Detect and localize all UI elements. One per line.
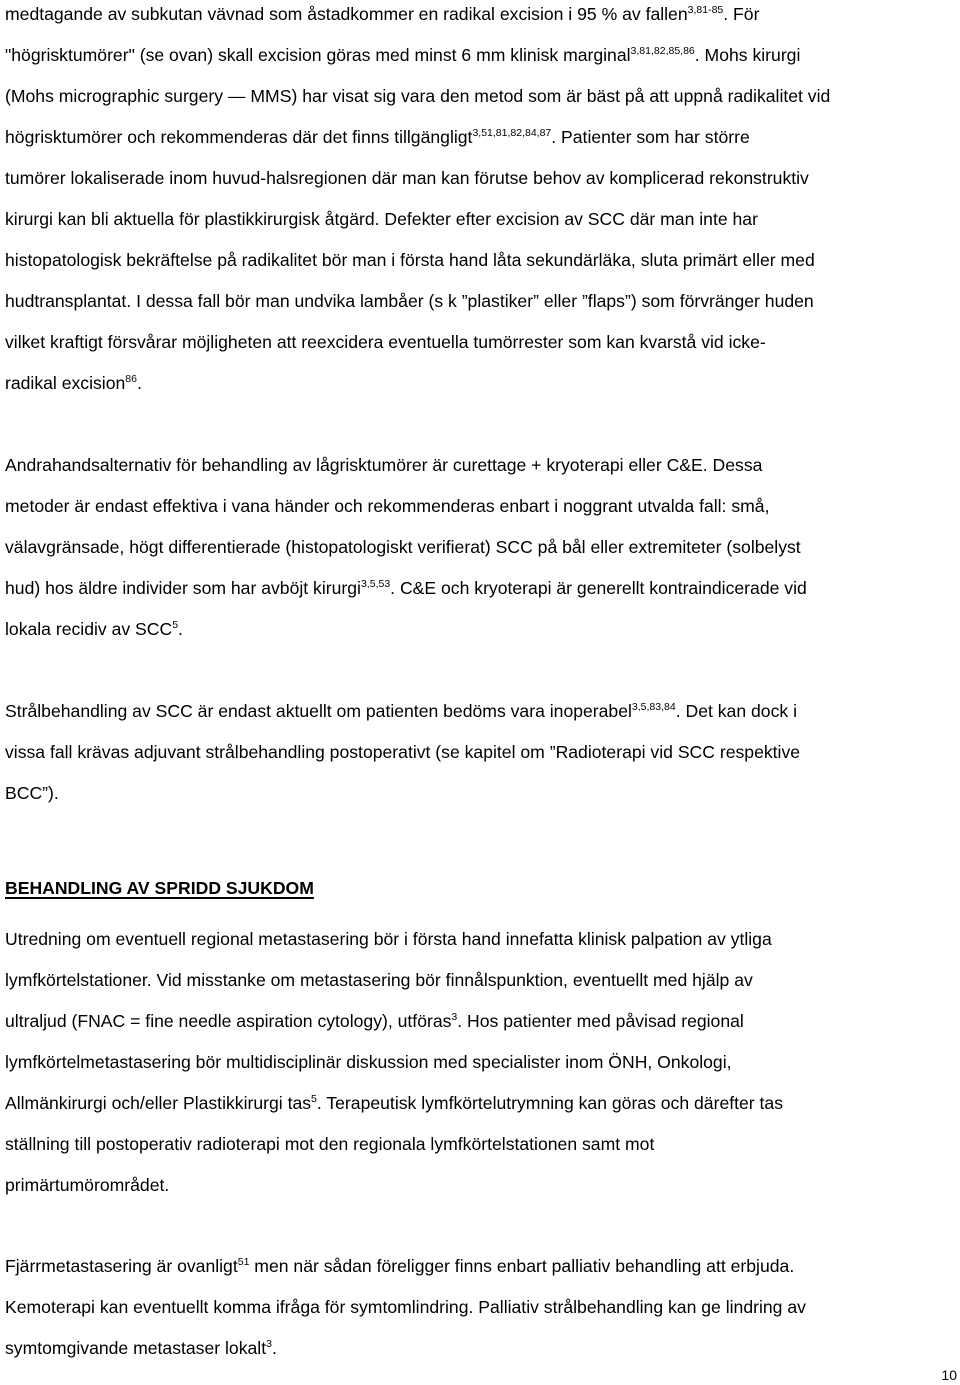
citation-superscript: 3 (451, 1011, 458, 1023)
text-segment: Fjärrmetastasering är ovanligt (5, 1256, 238, 1276)
text-segment: hud) hos äldre individer som har avböjt kirurgi (5, 578, 361, 598)
text-segment: . (178, 619, 183, 639)
text-line (5, 44, 800, 66)
text-segment: . (136, 373, 142, 393)
text-segment: men när sådan föreligger finns enbart palliativ behandling att erbjuda. (249, 1256, 795, 1276)
text-line (5, 969, 753, 991)
text-segment: lymfkörtelstationer. Vid misstanke om metastasering bör finnålspunktion, eventuellt med hjälp av (5, 970, 753, 990)
text-segment: ställning till postoperativ radioterapi mot den regionala lymfkörtelstationen samt mot (5, 1134, 655, 1154)
text-segment: radikal excision (5, 373, 126, 393)
text-line (5, 3, 759, 25)
text-segment: Strålbehandling av SCC är endast aktuellt om patienten bedöms vara inoperabel (5, 701, 632, 721)
text-segment: kirurgi kan bli aktuella för plastikkirurgisk åtgärd. Defekter efter excision av SCC där man inte har (5, 209, 758, 229)
text-segment: metoder är endast effektiva i vana händer och rekommenderas enbart i noggrant utvalda fall: små, (5, 496, 770, 516)
text-segment: lokala recidiv av SCC (5, 619, 173, 639)
text-segment: (Mohs micrographic surgery — MMS) har visat sig vara den metod som är bäst på att uppnå radikalitet vid (5, 86, 831, 106)
text-line (5, 331, 766, 353)
text-line (5, 1296, 806, 1318)
text-segment: Allmänkirurgi och/eller Plastikkirurgi tas (5, 1093, 312, 1113)
text-line (5, 85, 830, 107)
text-line (5, 928, 772, 950)
text-line (5, 618, 183, 640)
text-line (5, 1051, 732, 1073)
text-segment: . (271, 1338, 277, 1358)
text-line (5, 372, 142, 394)
text-segment: välavgränsade, högt differentierade (histopatologiskt verifierat) SCC på bål eller extremiteter (solbelyst (5, 537, 801, 557)
citation-superscript: 3,51,81,82,84,87 (472, 127, 552, 139)
text-line (5, 577, 807, 599)
text-segment: . Mohs kirurgi (694, 45, 801, 65)
text-line (5, 454, 762, 476)
citation-superscript: 3,5,83,84 (631, 701, 676, 713)
text-line (5, 208, 758, 230)
text-line (5, 700, 797, 722)
text-segment: symtomgivande metastaser lokalt (5, 1338, 267, 1358)
text-segment: tumörer lokaliserade inom huvud-halsregionen där man kan förutse behov av komplicerad rekonstruktiv (5, 168, 809, 188)
text-line (5, 1174, 169, 1196)
text-line (5, 741, 800, 763)
citation-superscript: 5 (172, 619, 179, 631)
citation-superscript: 5 (311, 1093, 317, 1105)
text-line (5, 1255, 794, 1277)
text-line (5, 249, 815, 271)
text-line (5, 1133, 654, 1155)
text-segment: . För (723, 4, 760, 24)
text-line (5, 495, 769, 517)
text-line (5, 290, 814, 312)
text-segment: . Hos patienter med påvisad regional (457, 1011, 744, 1031)
text-segment: BCC”). (5, 783, 59, 803)
text-segment: vissa fall krävas adjuvant strålbehandling postoperativt (se kapitel om ”Radioterapi vid SCC respektive (5, 742, 801, 762)
page-number: 10 (941, 1367, 957, 1383)
text-segment: lymfkörtelmetastasering bör multidisciplinär diskussion med specialister inom ÖNH, Onkologi, (5, 1052, 732, 1072)
text-line (5, 1337, 277, 1359)
text-segment: Andrahandsalternativ för behandling av lågrisktumörer är curettage + kryoterapi eller C&E. Dessa (5, 455, 763, 475)
text-line (5, 782, 59, 804)
citation-superscript: 3,5,53 (360, 578, 391, 590)
text-segment: . C&E och kryoterapi är generellt kontraindicerade vid (390, 578, 807, 598)
text-segment: . Terapeutisk lymfkörtelutrymning kan göras och därefter tas (316, 1093, 784, 1113)
text-segment: "högrisktumörer" (se ovan) skall excision göras med minst 6 mm klinisk marginal (5, 45, 631, 65)
text-segment: . Det kan dock i (675, 701, 797, 721)
citation-superscript: 3 (266, 1338, 272, 1350)
text-line (5, 536, 801, 558)
text-segment: vilket kraftigt försvårar möjligheten att reexcidera eventuella tumörrester som kan kvarstå vid icke- (5, 332, 766, 352)
text-segment: hudtransplantat. I dessa fall bör man undvika lambåer (s k ”plastiker” eller ”flaps”) som förvränger huden (5, 291, 814, 311)
section-heading: BEHANDLING AV SPRIDD SJUKDOM (5, 878, 314, 898)
text-segment: ultraljud (FNAC = fine needle aspiration cytology), utföras (5, 1011, 452, 1031)
text-segment: Kemoterapi kan eventuellt komma ifråga för symtomlindring. Palliativ strålbehandling kan ge lindring av (5, 1297, 806, 1317)
text-line (5, 1092, 783, 1114)
text-line (5, 126, 750, 148)
text-segment: histopatologisk bekräftelse på radikalitet bör man i första hand låta sekundärläka, sluta primärt eller med (5, 250, 815, 270)
citation-superscript: 51 (237, 1256, 250, 1268)
text-line (5, 167, 809, 189)
citation-superscript: 86 (125, 373, 137, 385)
text-segment: primärtumörområdet. (5, 1175, 170, 1195)
citation-superscript: 3,81,82,85,86 (630, 45, 695, 57)
text-segment: Utredning om eventuell regional metastasering bör i första hand innefatta klinisk palpation av ytliga (5, 929, 772, 949)
text-segment: medtagande av subkutan vävnad som åstadkommer en radikal excision i 95 % av fallen (5, 4, 688, 24)
text-segment: högrisktumörer och rekommenderas där det finns tillgängligt (5, 127, 473, 147)
citation-superscript: 3,81-85 (687, 4, 724, 16)
text-segment: . Patienter som har större (551, 127, 750, 147)
text-line (5, 1010, 744, 1032)
